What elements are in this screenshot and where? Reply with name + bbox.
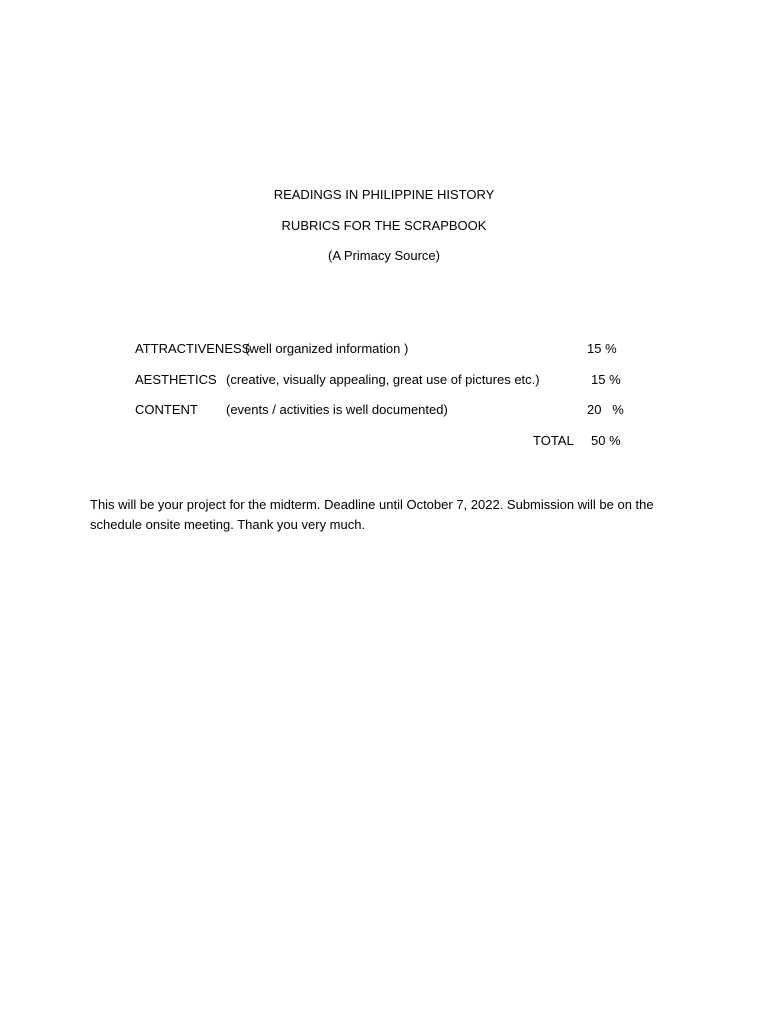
criterion-points: 15 %: [591, 372, 621, 387]
rubric-row-aesthetics: [0, 372, 768, 390]
rubric-row-content: [0, 402, 768, 420]
criterion-description: (events / activities is well documented): [226, 402, 448, 417]
total-points: 50 %: [591, 433, 621, 448]
criterion-description: (creative, visually appealing, great use of pictures etc.): [226, 372, 540, 387]
project-note: This will be your project for the midterm. Deadline until October 7, 2022. Submission will be on the schedule onsite meeting. Thank you very much.: [90, 497, 654, 532]
criterion-label: CONTENT: [135, 402, 198, 417]
criterion-points: 15 %: [587, 341, 617, 356]
rubric-total-row: [0, 433, 768, 451]
criterion-points: 20 %: [587, 402, 624, 417]
document-subtitle: (A Primacy Source): [328, 248, 440, 263]
criterion-description: (well organized information ): [245, 341, 409, 356]
document-title: RUBRICS FOR THE SCRAPBOOK: [281, 218, 487, 233]
criterion-label: ATTRACTIVENESS: [135, 341, 251, 356]
course-title: READINGS IN PHILIPPINE HISTORY: [273, 187, 495, 202]
total-label: TOTAL: [533, 433, 574, 448]
rubric-row-attractiveness: [0, 341, 768, 359]
criterion-label: AESTHETICS: [135, 372, 217, 387]
